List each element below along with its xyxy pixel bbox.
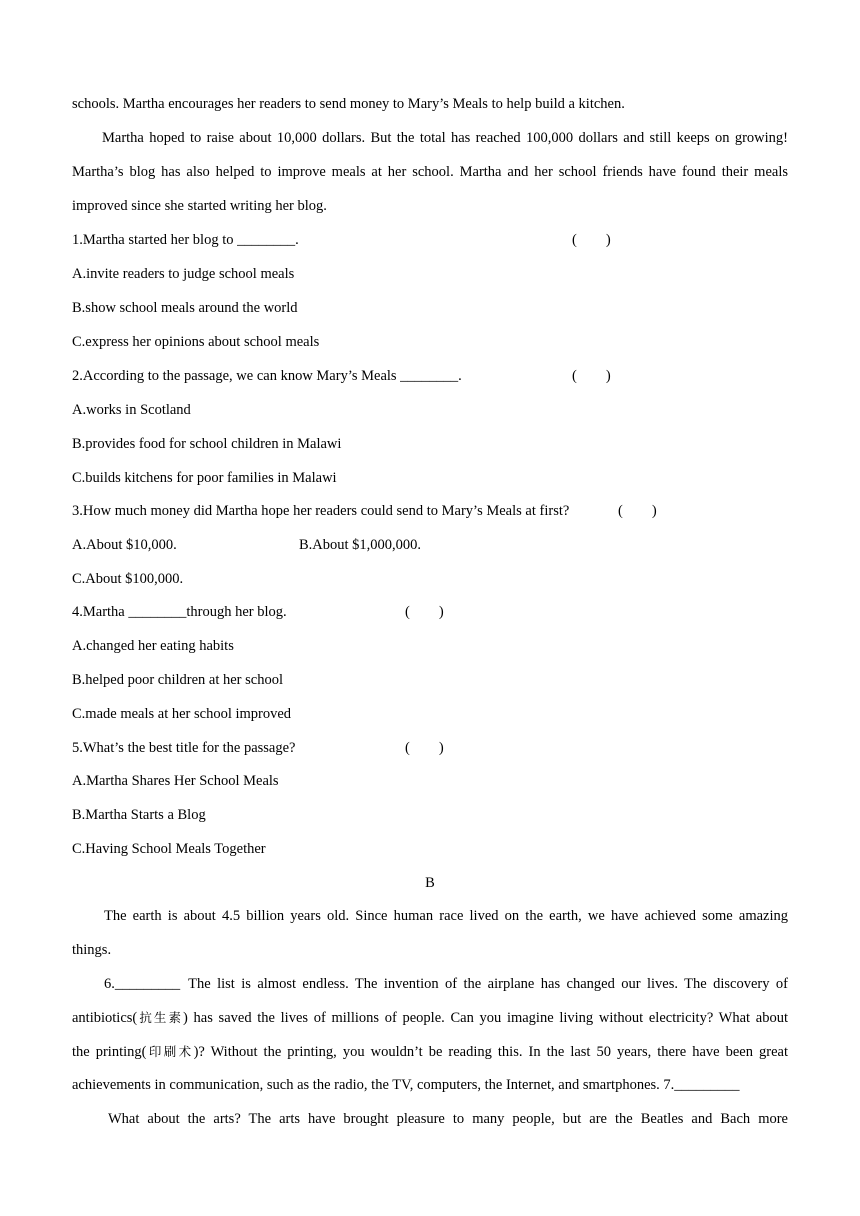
passage-a-line-4: improved since she started writing her blog. [72,198,327,214]
question-2-stem: 2.According to the passage, we can know Mary’s Meals ________. [72,368,462,384]
question-2-option-a: A.works in Scotland [72,402,191,418]
question-5-answer-bracket[interactable]: ( ) [405,740,444,756]
section-b-p1-line-2: things. [72,942,112,958]
question-4-option-b: B.helped poor children at her school [72,672,283,688]
question-3-option-c: C.About $100,000. [72,571,184,587]
question-1-option-a: A.invite readers to judge school meals [72,266,295,282]
question-2-option-c: C.builds kitchens for poor families in Malawi [72,470,337,486]
text-antibiotics-rest: ) has saved the lives of millions of people. Can you imagine living without electricity? What about [183,1010,788,1026]
question-3-stem: 3.How much money did Martha hope her readers could send to Mary’s Meals at first? [72,503,570,519]
question-1-answer-bracket[interactable]: ( ) [572,232,611,248]
question-1-option-b: B.show school meals around the world [72,300,298,316]
question-1-stem: 1.Martha started her blog to ________. [72,232,299,248]
passage-a-line-2: Martha hoped to raise about 10,000 dollars. But the total has reached 100,000 dollars and still keeps on growing! [102,130,788,146]
text-antibiotics: antibiotics( [72,1010,138,1026]
section-b-p1-line-1: The earth is about 4.5 billion years old. Since human race lived on the earth, we have achieved some amazing [104,908,788,924]
question-3-answer-bracket[interactable]: ( ) [618,503,657,519]
question-2-answer-bracket[interactable]: ( ) [572,368,611,384]
section-b-p2-line-2 [72,1009,788,1027]
section-b-p2-line-4: achievements in communication, such as the radio, the TV, computers, the Internet, and smartphones. 7._________ [72,1077,740,1093]
question-4-option-c: C.made meals at her school improved [72,706,292,722]
question-2-option-b: B.provides food for school children in Malawi [72,436,342,452]
section-b-p2-line-1 [104,975,788,993]
chinese-gloss-antibiotics: 抗生素 [137,1010,184,1025]
passage-a-line-3: Martha’s blog has also helped to improve meals at her school. Martha and her school friends have found their meals [72,164,788,180]
question-5-option-a: A.Martha Shares Her School Meals [72,773,279,789]
blank-6[interactable]: 6._________ [104,976,181,992]
question-4-stem: 4.Martha ________through her blog. [72,604,287,620]
section-b-p3-line-1: What about the arts? The arts have brought pleasure to many people, but are the Beatles and Bach more [108,1111,788,1127]
text-printing: the printing( [72,1044,147,1060]
question-3-option-a: A.About $10,000. [72,537,177,553]
question-4-option-a: A.changed her eating habits [72,638,234,654]
question-5-option-b: B.Martha Starts a Blog [72,807,206,823]
section-b-p2-line-3 [72,1043,788,1061]
question-1-option-c: C.express her opinions about school meals [72,334,320,350]
passage-a-line-1: schools. Martha encourages her readers to send money to Mary’s Meals to help build a kitchen. [72,96,625,112]
question-4-answer-bracket[interactable]: ( ) [405,604,444,620]
section-b-heading: B [425,875,435,891]
question-5-stem: 5.What’s the best title for the passage? [72,740,296,756]
text-printing-rest: )? Without the printing, you wouldn’t be reading this. In the last 50 years, there have been great [193,1044,788,1060]
question-3-option-b: B.About $1,000,000. [299,537,422,553]
section-b-p2-line-1-text: The list is almost endless. The invention of the airplane has changed our lives. The discovery of [188,976,788,992]
question-5-option-c: C.Having School Meals Together [72,841,266,857]
chinese-gloss-printing: 印刷术 [146,1044,194,1059]
